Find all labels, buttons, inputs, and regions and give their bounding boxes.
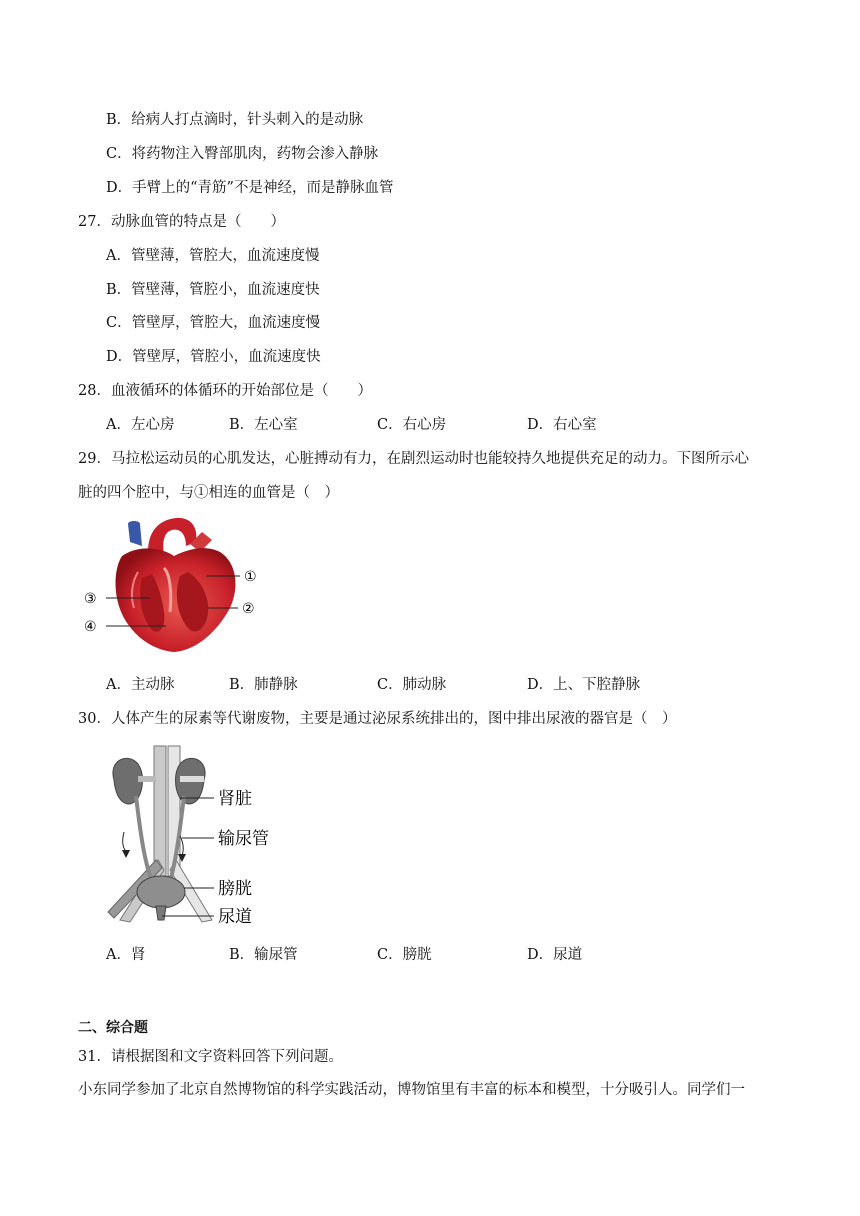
q29-option-b: B．肺静脉 [229,677,298,693]
q30-option-d: D．尿道 [527,947,583,963]
q30-stem: 30．人体产生的尿素等代谢废物，主要是通过泌尿系统排出的，图中排出尿液的器官是（ ） [78,711,677,727]
q27-option-a: A．管壁薄，管腔大，血流速度慢 [106,248,320,264]
label-ureter: 输尿管 [218,829,269,849]
heart-label-2: ② [242,601,255,617]
heart-label-1: ① [244,569,257,585]
q29-option-d: D．上、下腔静脉 [527,677,641,693]
q31-stem: 31．请根据图和文字资料回答下列问题。 [78,1049,343,1065]
section-heading: 二、综合题 [78,1020,148,1036]
heart-diagram [78,512,268,657]
q30-option-b: B．输尿管 [229,947,298,963]
q30-option-c: C．膀胱 [377,947,432,963]
q27-stem: 27．动脉血管的特点是（ ） [78,214,285,230]
q31-passage: 小东同学参加了北京自然博物馆的科学实践活动，博物馆里有丰富的标本和模型，十分吸引人。同学们一 [78,1082,745,1098]
heart-label-4: ④ [84,619,97,635]
q29-stem-line1: 29．马拉松运动员的心肌发达，心脏搏动有力，在剧烈运动时也能较持久地提供充足的动力。下图所示心 [78,451,749,467]
q26-option-d: D．手臂上的“青筋”不是神经，而是静脉血管 [106,180,394,196]
q26-option-c: C．将药物注入臀部肌肉，药物会渗入静脉 [106,146,379,162]
q28-option-b: B．左心室 [229,417,298,433]
label-bladder: 膀胱 [218,879,252,899]
q27-option-b: B．管壁薄，管腔小，血流速度快 [106,282,320,298]
q27-option-d: D．管壁厚，管腔小，血流速度快 [106,349,321,365]
q28-option-d: D．右心室 [527,417,597,433]
q28-option-a: A．左心房 [106,417,175,433]
urinary-system-diagram [100,740,290,932]
label-kidney: 肾脏 [218,789,252,809]
q29-option-c: C．肺动脉 [377,677,447,693]
q29-stem-line2: 脏的四个腔中，与①相连的血管是（ ） [78,485,339,501]
q26-option-b: B．给病人打点滴时，针头刺入的是动脉 [106,112,364,128]
heart-label-3: ③ [84,591,97,607]
label-urethra: 尿道 [218,907,252,927]
q29-option-a: A．主动脉 [106,677,175,693]
q27-option-c: C．管壁厚，管腔大，血流速度慢 [106,315,321,331]
q28-stem: 28．血液循环的体循环的开始部位是（ ） [78,383,372,399]
q28-option-c: C．右心房 [377,417,447,433]
q30-option-a: A．肾 [106,947,146,963]
